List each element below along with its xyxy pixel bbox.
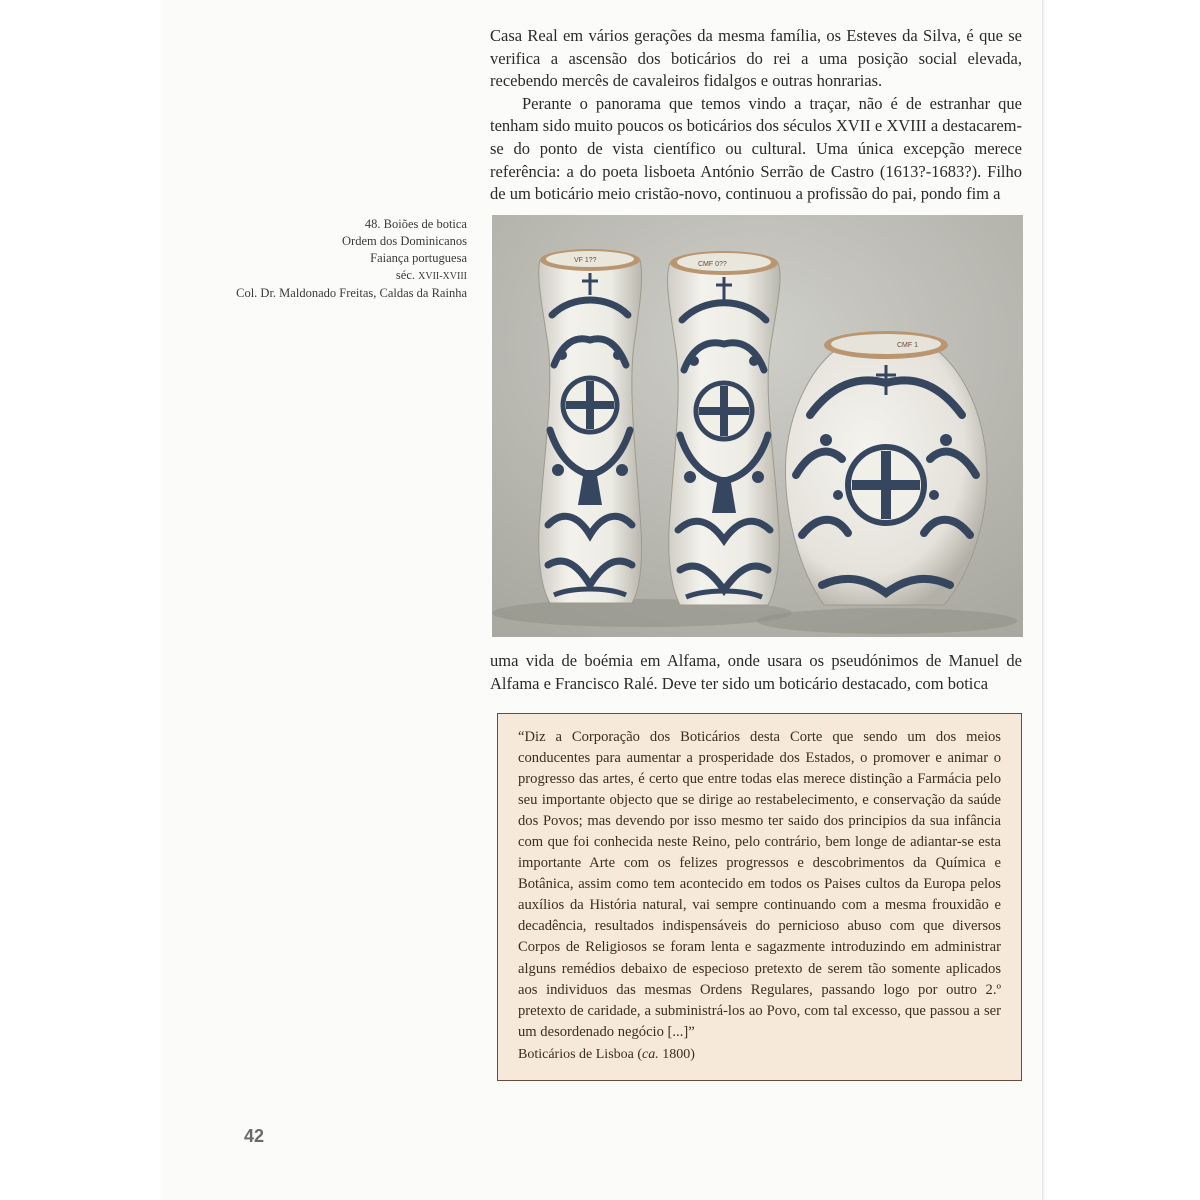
body-text-bottom [490,650,1022,695]
quote-source [518,1047,695,1063]
caption-century: XVII-XVIII [418,271,467,282]
quote-source-suffix: 1800) [658,1047,695,1062]
quote-source-prefix: Boticários de Lisboa ( [518,1047,643,1062]
jar-right [785,331,987,605]
caption-line: Col. Dr. Maldonado Freitas, Caldas da Rainha [236,286,467,300]
caption-line: Faiança portuguesa [370,251,467,265]
caption-century-prefix: séc. [395,268,419,282]
apothecary-jars-illustration [492,215,1023,637]
caption-line: 48. Boiões de botica [364,217,467,231]
figure-photo [492,215,1023,637]
caption-line [147,267,467,285]
jar-label: CMF 0?? [698,261,727,268]
paragraph: uma vida de boémia em Alfama, onde usara os pseudónimos de Manuel de Alfama e Francisco Ralé. Deve ter sido um boticário destacado, com botica [490,651,1022,693]
paragraph: Casa Real em vários gerações da mesma família, os Esteves da Silva, é que se verifica a ascensão dos boticários do rei a uma posição social elevada, recebendo mercês de cavaleiros fidalgos e outras honrarias. [490,26,1022,91]
paragraph: Perante o panorama que temos vindo a traçar, não é de estranhar que tenham sido muito poucos os boticários dos séculos XVII e XVIII a destacarem-se do ponto de vista científico ou cultural. Uma única excepção merece referência: a do poeta lisboeta António Serrão de Castro (1613?-1683?). Filho de um boticário meio cristão-novo, continuou a profissão do pai, pondo fim a [490,93,1022,204]
figure-caption [147,216,467,302]
page-number: 42 [244,1126,265,1146]
jar-label: VF 1?? [574,257,597,264]
body-text-top [490,25,1022,206]
quote-source-circa: ca. [642,1047,659,1062]
jar-label: CMF 1 [897,342,918,349]
jar-left [539,249,642,603]
jar-middle [668,251,781,605]
quote-box [497,713,1022,1081]
caption-line: Ordem dos Dominicanos [342,234,467,248]
quote-text: “Diz a Corporação dos Boticários desta Corte que sendo um dos meios conducentes para aumentar a prosperidade dos Estados, o promover e animar o progresso das artes, é certo que entre todas elas merece distinção a Farmácia pelo seu importante objecto que se dirige ao restabelecimento, e conservação da saúde dos Povos; mas devendo por isso mesmo ter saido dos principios da sua infância com que foi conhecida neste Reino, pelo contrário, bem longe de adiantar-se esta importante Arte com os felizes progressos e descobrimentos da Química e Botânica, assim como tem acontecido em todos os Paises cultos da Europa pelos auxílios da História natural, vai sempre continuando com a mesma frouxidão e decadência, resultados indispensáveis do pernicioso abuso com que diversos Corpos de Religiosos se foram lenta e sagazmente introduzindo em administrar alguns remédios debaixo de especioso pretexto de serem tão somente aplicados aos individuos das mesmas Ordens Regulares, passando logo por outro 2.º pretexto de caridade, a subministrá-los ao Povo, com tal excesso, que passou a ser um desordenado negócio [...]” [518,729,1001,1040]
